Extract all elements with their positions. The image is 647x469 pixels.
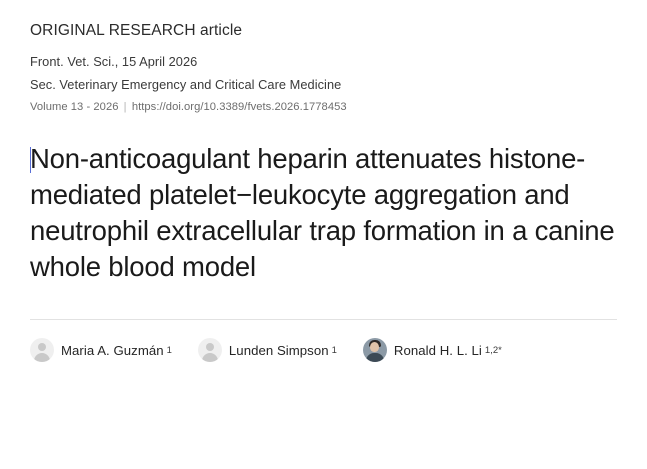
header-divider <box>30 319 617 320</box>
avatar-body-shape <box>34 353 50 362</box>
avatar-head-shape <box>206 343 214 351</box>
author-item[interactable] <box>30 338 172 362</box>
author-list <box>30 338 617 362</box>
avatar-head-shape <box>38 343 46 351</box>
journal-date-line: Front. Vet. Sci., 15 April 2026 <box>30 54 198 69</box>
avatar-body-shape <box>202 353 218 362</box>
volume-label: Volume 13 - 2026 <box>30 101 119 113</box>
page-title <box>30 141 617 285</box>
volume-doi-line <box>30 101 617 113</box>
article-type-text: ORIGINAL RESEARCH article <box>30 22 243 39</box>
doi-link[interactable]: https://doi.org/10.3389/fvets.2026.1778453 <box>131 101 347 113</box>
avatar <box>363 338 387 362</box>
author-name[interactable]: Ronald H. L. Li <box>393 342 482 358</box>
author-name[interactable]: Maria A. Guzmán <box>61 342 164 358</box>
avatar-head-shape <box>370 342 379 352</box>
author-affiliation[interactable]: 1 <box>166 344 172 356</box>
author-affiliation[interactable]: 1 <box>331 344 337 356</box>
avatar <box>30 338 54 362</box>
meta-separator: | <box>123 101 127 113</box>
author-item[interactable] <box>198 338 337 362</box>
page-title-text: Non-anticoagulant heparin attenuates histone-mediated platelet−leukocyte aggregation and neutrophil extracellular trap formation in a canine whole blood model <box>30 143 615 283</box>
journal-section-line: Sec. Veterinary Emergency and Critical Care Medicine <box>30 77 342 92</box>
author-name[interactable]: Lunden Simpson <box>228 342 329 358</box>
article-type-label <box>30 22 617 40</box>
author-affiliation[interactable]: 1,2* <box>484 344 502 356</box>
avatar <box>198 338 222 362</box>
avatar-body-shape <box>366 353 384 362</box>
author-item[interactable] <box>363 338 502 362</box>
